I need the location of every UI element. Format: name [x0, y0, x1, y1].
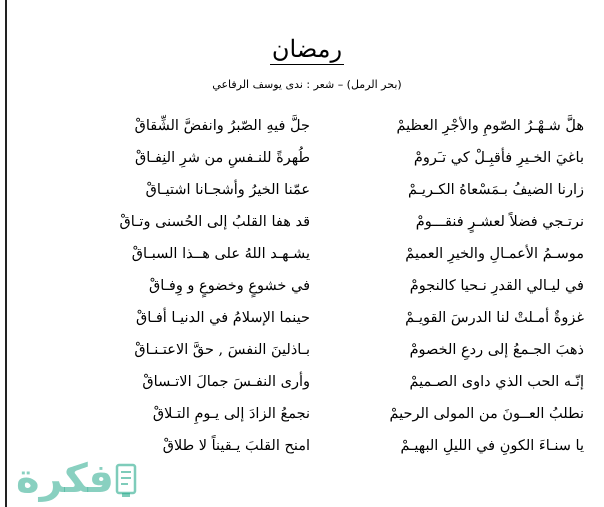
verse-first-hemistich: ذهبَ الجـمعُ إلى ردعِ الخصومْ [409, 342, 584, 358]
verse-second-hemistich: حينما الإسلامُ في الدنيـا أفـاقْ [135, 310, 310, 326]
verse-10 [10, 402, 604, 434]
verse-second-hemistich: امنح القلبَ يـقيناً لا طلاقْ [162, 438, 310, 454]
verse-first-hemistich: في ليـالي القدرِ نـحيا كالنجومْ [409, 278, 584, 294]
poem-verses [10, 114, 604, 466]
verse-second-hemistich: جلَّ فيهِ الصّبرُ وانفضَّ الشِّقاقْ [134, 118, 310, 134]
verse-second-hemistich: عمّنا الخيرُ وأشجـانا اشتيـاقْ [145, 182, 310, 198]
watermark-text: فكرة [16, 456, 114, 502]
book-lamp-icon [114, 463, 138, 499]
poem-title-text: رمضان [271, 35, 343, 63]
verse-8 [10, 338, 604, 370]
verse-second-hemistich: في خشوعٍ وخضوعٍ و وِفـاقْ [148, 278, 310, 294]
verse-first-hemistich: باغيَ الخـيرِ فأقبِـلْ كي تـَرومْ [413, 150, 584, 166]
verse-7 [10, 306, 604, 338]
verse-second-hemistich: قد هفا القلبُ إلى الحُسنى وتـاقْ [119, 214, 310, 230]
poem-page [10, 0, 604, 507]
verse-first-hemistich: نطلبُ العــونَ من المولى الرحيمْ [389, 406, 584, 422]
poem-meta: (بحر الرمل) – شعر : ندى يوسف الرفاعي [212, 78, 402, 91]
verse-second-hemistich: نجمعُ الزادَ إلى يـومِ التـلاقْ [152, 406, 310, 422]
verse-first-hemistich: هلَّ شـهْـرُ الصّومِ والأجْرِ العظيمْ [396, 118, 584, 134]
verse-second-hemistich: طُهرةً للنـفسِ من شرِ النِفـاقْ [135, 150, 310, 166]
verse-first-hemistich: إنّـه الحب الذي داوى الصـميمْ [409, 374, 584, 390]
verse-second-hemistich: وأرى النفـسَ جمالَ الاتـساقْ [142, 374, 310, 390]
left-border-line [5, 0, 7, 507]
verse-first-hemistich: موسـمُ الأعمـالِ والخيرِ العميمْ [405, 246, 584, 262]
verse-3 [10, 178, 604, 210]
verse-1 [10, 114, 604, 146]
verse-first-hemistich: زارنا الضيفُ بـمَسْعاهُ الكـريـمْ [408, 182, 584, 198]
verse-first-hemistich: غزوةٌ أمـلتْ لنا الدرسَ القويـمْ [405, 310, 584, 326]
verse-2 [10, 146, 604, 178]
verse-second-hemistich: بـاذلينَ النفسَ , حقَّ الاعتـنـاقْ [134, 342, 310, 358]
verse-4 [10, 210, 604, 242]
poem-title [10, 34, 604, 64]
verse-6 [10, 274, 604, 306]
verse-5 [10, 242, 604, 274]
verse-9 [10, 370, 604, 402]
watermark-logo [10, 455, 140, 505]
verse-second-hemistich: يشـهـد اللهُ على هــذا السبـاقْ [131, 246, 310, 262]
verse-first-hemistich: نرتـجي فضلاً لعشـرٍ فنقـــومْ [415, 214, 584, 230]
verse-first-hemistich: يا سنـاءَ الكونِ في الليلِ البهيـمْ [400, 438, 584, 454]
